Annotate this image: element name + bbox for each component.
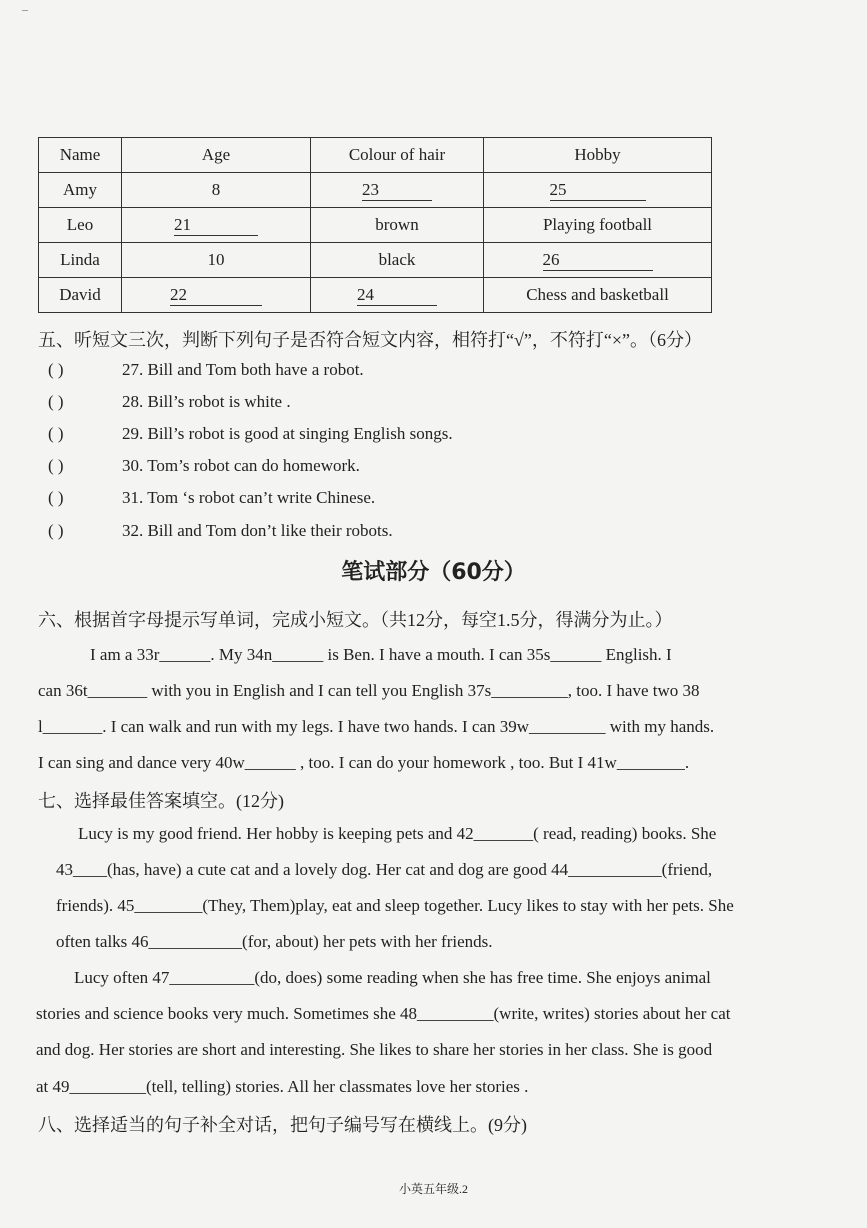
page-footer: 小英五年级.2	[398, 1182, 468, 1196]
table-cell	[311, 278, 484, 313]
table-row	[39, 278, 712, 313]
table-cell: David	[39, 278, 122, 313]
table-cell: Chess and basketball	[484, 278, 712, 313]
table-cell	[122, 208, 311, 243]
section6-line: can 36t_______ with you in English and I can tell you English 37s_________, too. I have two 38	[38, 681, 700, 700]
answer-paren[interactable]: ( )	[48, 456, 64, 475]
table-cell: 8	[122, 173, 311, 208]
header-cell: Age	[122, 138, 311, 173]
section6-line: l_______. I can walk and run with my legs. I have two hands. I can 39w_________ with my hands.	[38, 717, 715, 736]
answer-paren[interactable]: ( )	[48, 521, 64, 540]
answer-blank[interactable]: 22	[170, 285, 262, 306]
judge-item	[48, 521, 393, 541]
section7-line: at 49_________(tell, telling) stories. All her classmates love her stories .	[36, 1077, 529, 1096]
header-cell: Colour of hair	[311, 138, 484, 173]
table-cell: 10	[122, 243, 311, 278]
judge-statement: 27. Bill and Tom both have a robot.	[122, 360, 364, 379]
header-cell: Name	[39, 138, 122, 173]
judge-item	[48, 456, 360, 476]
section5-title: 五、听短文三次，判断下列句子是否符合短文内容，相符打“√”，不符打“×”。（6分）	[38, 330, 702, 350]
info-table	[38, 137, 712, 313]
answer-blank[interactable]: 21	[174, 215, 258, 236]
table-cell	[122, 278, 311, 313]
section6-line: I am a 33r______. My 34n______ is Ben. I have a mouth. I can 35s______ English. I	[90, 645, 672, 664]
judge-statement: 32. Bill and Tom don’t like their robots.	[122, 521, 393, 540]
section7-line: 43____(has, have) a cute cat and a lovely dog. Her cat and dog are good 44___________(friend,	[56, 860, 713, 879]
section7-line: often talks 46___________(for, about) her pets with her friends.	[56, 932, 493, 951]
table-cell	[484, 243, 712, 278]
section7-line: and dog. Her stories are short and interesting. She likes to share her stories in her class. She is good	[36, 1040, 713, 1059]
table-cell: Linda	[39, 243, 122, 278]
judge-item	[48, 392, 291, 412]
table-cell: Playing football	[484, 208, 712, 243]
answer-paren[interactable]: ( )	[48, 424, 64, 443]
answer-paren[interactable]: ( )	[48, 488, 64, 507]
answer-blank[interactable]: 25	[550, 180, 646, 201]
answer-blank[interactable]: 23	[362, 180, 432, 201]
judge-statement: 30. Tom’s robot can do homework.	[122, 456, 360, 475]
section6-title: 六、根据首字母提示写单词，完成小短文。（共12分，每空1.5分，得满分为止。）	[38, 610, 673, 630]
table-cell: Amy	[39, 173, 122, 208]
table-header-row	[39, 138, 712, 173]
header-cell: Hobby	[484, 138, 712, 173]
judge-statement: 28. Bill’s robot is white .	[122, 392, 291, 411]
table-cell: Leo	[39, 208, 122, 243]
section7-line: friends). 45________(They, Them)play, eat and sleep together. Lucy likes to stay with her pets. She	[56, 896, 734, 915]
section7-line: Lucy often 47__________(do, does) some reading when she has free time. She enjoys animal	[74, 968, 711, 987]
table-cell	[484, 173, 712, 208]
table-cell: black	[311, 243, 484, 278]
judge-item	[48, 424, 453, 444]
answer-blank[interactable]: 24	[357, 285, 437, 306]
section7-line: stories and science books very much. Sometimes she 48_________(write, writes) stories about her cat	[36, 1004, 731, 1023]
section8-title: 八、选择适当的句子补全对话，把句子编号写在横线上。(9分)	[38, 1115, 527, 1135]
table-cell: brown	[311, 208, 484, 243]
judge-statement: 29. Bill’s robot is good at singing English songs.	[122, 424, 453, 443]
answer-blank[interactable]: 26	[543, 250, 653, 271]
table-row	[39, 173, 712, 208]
table-cell	[311, 173, 484, 208]
written-part-title: 笔试部分（60分）	[341, 560, 526, 585]
answer-paren[interactable]: ( )	[48, 360, 64, 379]
judge-item	[48, 488, 375, 508]
judge-item	[48, 360, 364, 380]
table-row	[39, 208, 712, 243]
table-row	[39, 243, 712, 278]
judge-statement: 31. Tom ‘s robot can’t write Chinese.	[122, 488, 376, 507]
answer-paren[interactable]: ( )	[48, 392, 64, 411]
section7-title: 七、选择最佳答案填空。(12分)	[38, 791, 284, 811]
section6-line: I can sing and dance very 40w______ , too. I can do your homework , too. But I 41w________.	[38, 753, 690, 772]
section7-line: Lucy is my good friend. Her hobby is keeping pets and 42_______( read, reading) books. She	[78, 824, 717, 843]
scan-mark: –	[22, 2, 28, 16]
